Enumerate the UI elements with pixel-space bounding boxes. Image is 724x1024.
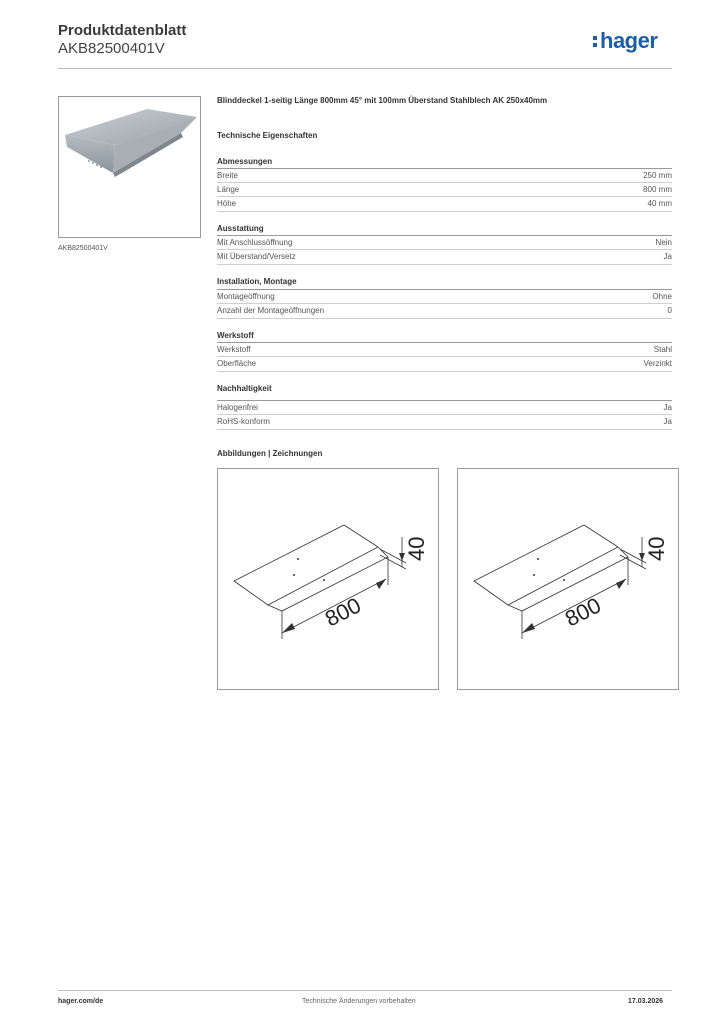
table-row (217, 182, 672, 196)
section-divider (217, 318, 672, 319)
row-label: Länge (217, 185, 240, 194)
technical-drawing-svg (458, 469, 678, 689)
table-row (217, 400, 672, 414)
section-divider (217, 371, 672, 372)
table-row (217, 289, 672, 303)
row-value: 800 mm (643, 185, 672, 194)
article-code: AKB82500401V (58, 40, 165, 57)
technical-properties-heading: Technische Eigenschaften (217, 131, 318, 140)
section-divider (217, 264, 672, 265)
logo-text: hager (600, 28, 658, 53)
section-title-abmessungen: Abmessungen (217, 157, 273, 166)
footer-divider (58, 990, 672, 991)
height-dimension-label: 40 (644, 536, 669, 561)
row-value: 0 (667, 306, 672, 315)
header-divider (58, 68, 672, 69)
table-row (217, 249, 672, 263)
length-dimension-label: 800 (560, 592, 605, 632)
length-dimension-label: 800 (320, 592, 365, 632)
section-title-installation: Installation, Montage (217, 277, 297, 286)
table-row (217, 168, 672, 182)
row-label: Breite (217, 171, 238, 180)
technical-drawing (217, 468, 439, 690)
table-row (217, 235, 672, 249)
technical-drawing-svg (218, 469, 438, 689)
section-title-ausstattung: Ausstattung (217, 224, 264, 233)
row-value: Ja (663, 403, 672, 412)
product-description: Blinddeckel 1-seitig Länge 800mm 45° mit 100mm Überstand Stahlblech AK 250x40mm (217, 96, 548, 105)
row-value: 40 mm (647, 199, 672, 208)
table-row (217, 342, 672, 356)
row-value: 250 mm (643, 171, 672, 180)
row-value: Ohne (652, 292, 672, 301)
row-label: Montageöffnung (217, 292, 275, 301)
height-dimension-label: 40 (404, 536, 429, 561)
section-divider (217, 211, 672, 212)
row-label: Anzahl der Montageöffnungen (217, 306, 325, 315)
row-value: Nein (655, 238, 672, 247)
product-photo-illustration (59, 97, 200, 237)
footer-notice: Technische Änderungen vorbehalten (302, 998, 416, 1005)
footer-website-link[interactable]: hager.com/de (58, 998, 104, 1005)
table-row (217, 356, 672, 370)
row-label: Oberfläche (217, 359, 257, 368)
row-label: Halogenfrei (217, 403, 258, 412)
section-divider (217, 429, 672, 430)
row-value: Stahl (653, 345, 672, 354)
row-label: RoHS-konform (217, 417, 270, 426)
row-label: Höhe (217, 199, 237, 208)
footer-date: 17.03.2026 (628, 998, 664, 1005)
hager-logo (593, 28, 657, 54)
row-value: Ja (663, 417, 672, 426)
row-label: Werkstoff (217, 345, 251, 354)
table-row (217, 196, 672, 210)
technical-drawing (457, 468, 679, 690)
section-title-nachhaltigkeit: Nachhaltigkeit (217, 384, 272, 393)
table-row (217, 414, 672, 428)
table-row (217, 303, 672, 317)
product-image (58, 96, 201, 238)
row-label: Mit Anschlussöffnung (217, 238, 293, 247)
product-image-caption: AKB82500401V (58, 245, 108, 252)
row-label: Mit Überstand/Versetz (217, 252, 296, 261)
row-value: Verzinkt (643, 359, 672, 368)
section-title-werkstoff: Werkstoff (217, 331, 254, 340)
drawings-heading: Abbildungen | Zeichnungen (217, 449, 323, 458)
logo-dots-icon (593, 34, 599, 48)
row-value: Ja (663, 252, 672, 261)
document-title: Produktdatenblatt (58, 22, 187, 39)
